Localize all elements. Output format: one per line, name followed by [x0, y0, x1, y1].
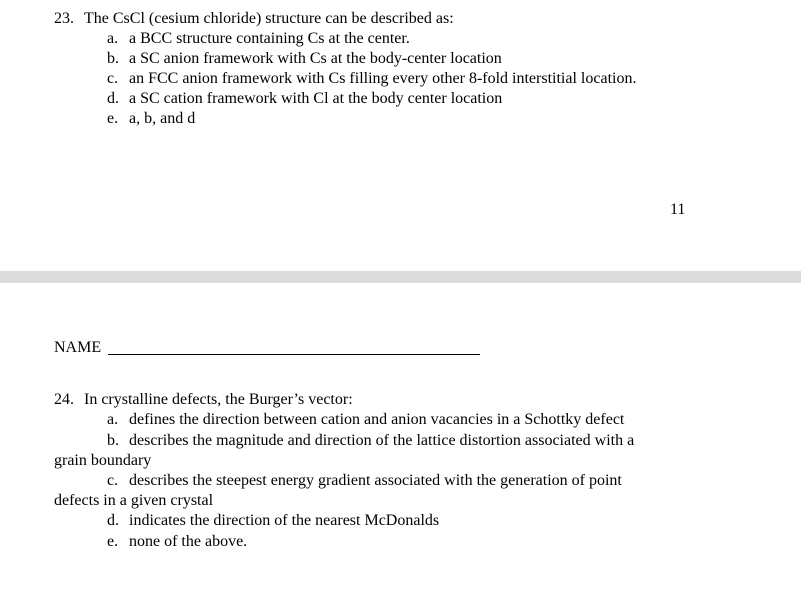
- name-underline: [108, 354, 480, 355]
- option-c: [107, 69, 636, 89]
- option-letter: b.: [107, 432, 119, 449]
- option-letter: d.: [107, 90, 119, 107]
- question-number: 23.: [54, 10, 74, 27]
- name-label: NAME: [54, 339, 102, 356]
- option-c-continuation: defects in a given crystal: [54, 492, 214, 509]
- option-text: describes the steepest energy gradient associated with the generation of point: [129, 472, 622, 489]
- option-e: [107, 532, 247, 552]
- option-letter: b.: [107, 50, 119, 67]
- option-a: [107, 410, 624, 430]
- option-letter: a.: [107, 30, 119, 47]
- option-letter: c.: [107, 472, 119, 489]
- question-text: In crystalline defects, the Burger’s vector:: [84, 391, 353, 408]
- page-number: 11: [670, 201, 686, 218]
- option-d: [107, 89, 502, 109]
- option-letter: d.: [107, 512, 119, 529]
- option-text: defines the direction between cation and anion vacancies in a Schottky defect: [129, 411, 625, 428]
- question-24: [54, 390, 353, 410]
- question-number: 24.: [54, 391, 74, 408]
- option-letter: c.: [107, 70, 119, 87]
- option-text: describes the magnitude and direction of the lattice distortion associated with a: [129, 432, 635, 449]
- question-23: [54, 9, 454, 29]
- option-text: none of the above.: [129, 533, 248, 550]
- option-letter: a.: [107, 411, 119, 428]
- option-text: a SC anion framework with Cs at the body-center location: [129, 50, 502, 67]
- option-text: a BCC structure containing Cs at the center.: [129, 30, 410, 47]
- option-b: [107, 49, 502, 69]
- option-letter: e.: [107, 533, 119, 550]
- option-b-continuation: grain boundary: [54, 452, 152, 469]
- option-e: [107, 109, 195, 129]
- option-c: [107, 471, 622, 491]
- option-b: [107, 431, 634, 451]
- question-text: The CsCl (cesium chloride) structure can be described as:: [84, 10, 454, 27]
- option-letter: e.: [107, 110, 119, 127]
- option-a: [107, 29, 410, 49]
- page-separator: [0, 271, 801, 283]
- option-text: an FCC anion framework with Cs filling every other 8-fold interstitial location.: [129, 70, 637, 87]
- option-text: a, b, and d: [129, 110, 196, 127]
- option-d: [107, 511, 439, 531]
- option-text: a SC cation framework with Cl at the body center location: [129, 90, 503, 107]
- option-text: indicates the direction of the nearest McDonalds: [129, 512, 440, 529]
- document-page-top: [0, 0, 801, 271]
